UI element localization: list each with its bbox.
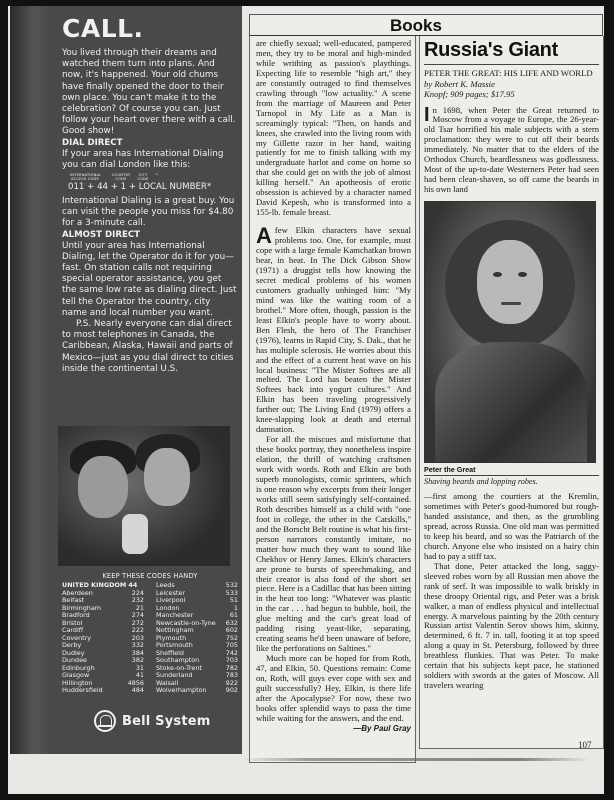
ad-photo-strip [10,6,50,754]
city-code: 61 [229,611,238,619]
bell-icon [94,710,116,732]
dial-direct-heading: DIAL DIRECT [62,137,123,148]
city-code: 705 [225,641,238,649]
city-name: Bradford [62,611,90,619]
book-title: PETER THE GREAT: HIS LIFE AND WORLD [424,68,593,78]
bell-system-logo [94,710,211,732]
code-row [156,687,238,695]
city-code: 602 [225,626,238,634]
right-paragraph-3: That done, Peter attacked the long, saggy-sleeved robes worn by all Russian men above the rank of serf. It was impossible to walk briskly in these droopy Oriental rigs, and Peter was a brisk walker, a man of endless physical and intellectual energy. A marvelous painting by the 20th century Russian artist Valentin Serov shows him, skinny, determined, 6 ft. 7 in. tall, footing it at top speed along a quay in St. Petersburg, followed by three breathless flunkies. That was Peter. To make certain that his subjects kept pace, he stationed soldiers with swords at the gates of Moscow. All travelers wearing [424,560,599,691]
left-paragraph-2: Afew Elkin characters have sexual problems too. One, for example, must cope with a large female Kamchatkan brown bear, in heat. In The Dick Gibson Show (1971) a druggist tells how knowing the secret medical problems of his women customers gradually unhinged him: "My mind was like the waiting room of a brothel." More often, though, passion is the least Elkin's people have to worry about. Ben Flesh, the hero of The Franchiser (1976), learns in Rapid City, S. Dak., that he has multiple sclerosis. He worries about this and the effect of a current heat wave on his local business: "The Mister Softees are all melted. The Lord has beaten the Mister Softees back into yogurt cultures." And Elkin has been traveling progressively farther out; The Living End (1979) offers a knee-slapping look at death and eternal damnation. [256,223,411,435]
codes-column-left [62,582,144,695]
city-code: 632 [225,618,238,627]
city-code: 203 [131,633,144,642]
right-paragraph-2: —first among the courtiers at the Kremlin, sometimes with Peter's good-humored but rough-handed assistance, and then, as the grumbling spread, across Russia. One old man was permitted to keep his beard, and so was the Patriarch of the church. Anyone else who insisted on a hairy chin had to pay a stiff tax. [424,491,599,561]
codes-column-right [156,582,238,695]
book-publisher: Knopf; 909 pages; $17.95 [424,89,515,99]
formula-label-country: COUNTRY CODE [111,173,131,182]
city-code: 532 [225,581,238,589]
book-info [424,68,599,100]
left-article [249,36,416,763]
city-code: 222 [131,626,144,634]
city-code: 922 [225,678,238,687]
section-title: Books [390,16,442,35]
article-title: Russia's Giant [424,38,599,65]
code-row [62,687,144,695]
byline: —By Paul Gray [353,723,411,733]
city-name: Edinburgh [62,663,95,672]
city-code: 224 [131,588,144,597]
city-name: Derby [62,641,82,649]
almost-direct-text: Until your area has International Dialing, let the Operator do it for you—fast. On station calls not requiring special operator assistance, you get the same low rate as dialing direct. Just tell the Operator the country, city name and local number you want. [62,240,237,318]
telephone-handset-icon [122,514,148,554]
city-code: 272 [131,618,144,627]
city-name: Sunderland [156,671,193,679]
formula-label-city: CITY CODE [137,173,149,182]
codes-title: KEEP THESE CODES HANDY [102,572,198,580]
caption-heading: Peter the Great [424,465,599,476]
city-code: 4856 [127,678,144,687]
peter-the-great-portrait [424,201,596,463]
city-name: Southampton [156,656,200,664]
city-name: Manchester [156,611,194,619]
dial-direct-text: If your area has International Dialing you can dial London like this: [62,148,224,170]
city-name: Coventry [62,633,92,642]
right-article [419,36,604,749]
city-code: 232 [131,596,144,604]
city-code: 31 [135,663,144,672]
formula-label-access: INTERNATIONAL ACCESS CODE [70,173,102,182]
city-code: 274 [131,611,144,619]
city-code: 533 [225,588,238,597]
city-name: Leicester [156,588,185,597]
drop-cap: I [424,103,430,126]
city-name: Dudley [62,648,85,657]
almost-direct-heading: ALMOST DIRECT [62,229,141,240]
city-code: 384 [131,648,144,657]
brand-name: Bell System [122,713,211,729]
city-name: Liverpool [156,596,186,604]
bell-system-advertisement [10,6,242,754]
ad-copy [62,14,238,375]
city-code: 41 [135,671,144,679]
city-code: 742 [225,648,238,657]
section-header [249,14,603,36]
book-author: by Robert K. Massie [424,78,495,89]
formula-label-note: * [156,173,158,178]
ps-text: P.S. Nearly everyone can dial direct to most telephones in Canada, the Caribbean, Alaska, Hawaii and parts of Mexico—just as you dial direct to cities inside the continental U.S. [62,319,234,374]
page-edge-shadow [240,758,590,761]
city-name: Stoke-on-Trent [156,663,202,672]
city-code: 782 [225,663,238,672]
city-name: Plymouth [156,633,187,642]
city-name: Newcastle-on-Tyne [156,618,216,627]
page-number: 107 [578,740,592,750]
city-name: Belfast [62,596,85,604]
city-name: Wolverhampton [156,686,207,694]
formula-value: 011 + 44 + 1 + LOCAL NUMBER* [68,182,212,193]
city-code: 382 [131,656,144,664]
city-name: Sheffield [156,648,184,657]
city-name: Bristol [62,618,83,627]
city-code: 332 [131,641,144,649]
city-name: Aberdeen [62,588,93,597]
city-code: 902 [225,686,238,694]
city-name: Huddersfield [62,686,103,694]
city-name: Glasgow [62,671,90,679]
couple-on-phone-photo [58,426,230,566]
codes-heading: UNITED KINGDOM 44 [62,581,138,589]
right-paragraph-1: In 1698, when Peter the Great returned to Moscow from a voyage to Europe, the 26-year-old Tsar horrified his male subjects with a stern proclamation: they were to cut off their beards immediately. No matter that to the elders of the Orthodox Church, beardlessness was godlessness. Most of the up-to-date Westerners Peter had seen had been clean-shaven, so off came the beards in his own land [424,103,599,195]
city-name: London [156,603,180,612]
city-code: 51 [229,596,238,604]
city-code: 1 [233,603,238,612]
city-name: Dundee [62,656,87,664]
caption: Shaving beards and lopping robes. [424,477,538,487]
left-paragraph-3: For all the miscues and misfortune that these books portray, they nonetheless inspire elation, the thrill of watching craftsmen work with words. Roth and Elkin are both superb monologists, comic sprinters, which is one reason why excerpts from their longer works still seem satisfyingly self-contained. Roth describes himself as a child with "one foot in college, the other in the Catskills," and the Borscht Belt routine is what his first-person narrators constantly imitate, no matter how much they want to sound like Chekhov or Henry James. Elkin's characters are prone to bursts of speechmaking, and their creator is also fond of the short set piece. Here is a Cadillac that has been sitting in the heat too long: "Whatever was plastic in the car . . . had begun to bubble, boil, the glue melting and the car's great load of padding rising yeast-like, separating, creating seams he'd been unaware of before, like the perforations on Saltines." [256,434,411,654]
city-name: Birmingham [62,603,101,612]
city-code: 484 [131,686,144,694]
left-paragraph-4: Much more can be hoped for from Roth, 47, and Elkin, 50. Questions remain: Come on, Roth, will guys ever cope with sex and guilt successfully? Hey, Elkin, is there life after the Apocalypse? For now, these two books offer splendid ways to pass the time while waiting for the answers, and the end. —By Paul Gray [256,653,411,733]
city-name: Nottingham [156,626,194,634]
drop-cap: A [256,223,272,249]
city-name: Walsall [156,678,179,687]
dial-direct-text-2: International Dialing is a great buy. You can visit the people you miss for $4.80 for a 3-minute call. [62,196,235,229]
ad-intro: You lived through their dreams and watched them turn into plans. And now, it's happened. Your old chums have finally opened the door to their own place. You can't make it to the celebration? Of course you can. Just follow your heart over there with a call. Good show! [62,48,236,137]
city-code: 783 [225,671,238,679]
left-paragraph-1: are chiefly sexual; well-educated, pampered men, they try to be moral and high-minded while writhing as passion's playthings. Expecting life to resemble "high art," they are constantly outraged to find themselves crawling through "low actuality." A scene from the marriage of Maureen and Peter Tarnopol in My Life as a Man is screamingly typical: "Then, on hands and knees, she crawled into the living room with my Gillette razor in her hand, waiting patiently for me to finish talking with my undergraduate harlot and come on home so that she could get on with the job of almost killing herself." An apotheosis of erotic obsession is achieved by a character named David Kepesh, who is transformed into a 155-lb. female breast. [256,38,411,218]
city-name: Leeds [156,581,175,589]
ad-headline: CALL. [62,14,144,43]
city-name: Cardiff [62,626,84,634]
city-name: Hillington [62,678,93,687]
city-code: 752 [225,633,238,642]
city-code: 703 [225,656,238,664]
city-code: 21 [135,603,144,612]
city-name: Portsmouth [156,641,193,649]
dialing-formula [62,173,238,195]
